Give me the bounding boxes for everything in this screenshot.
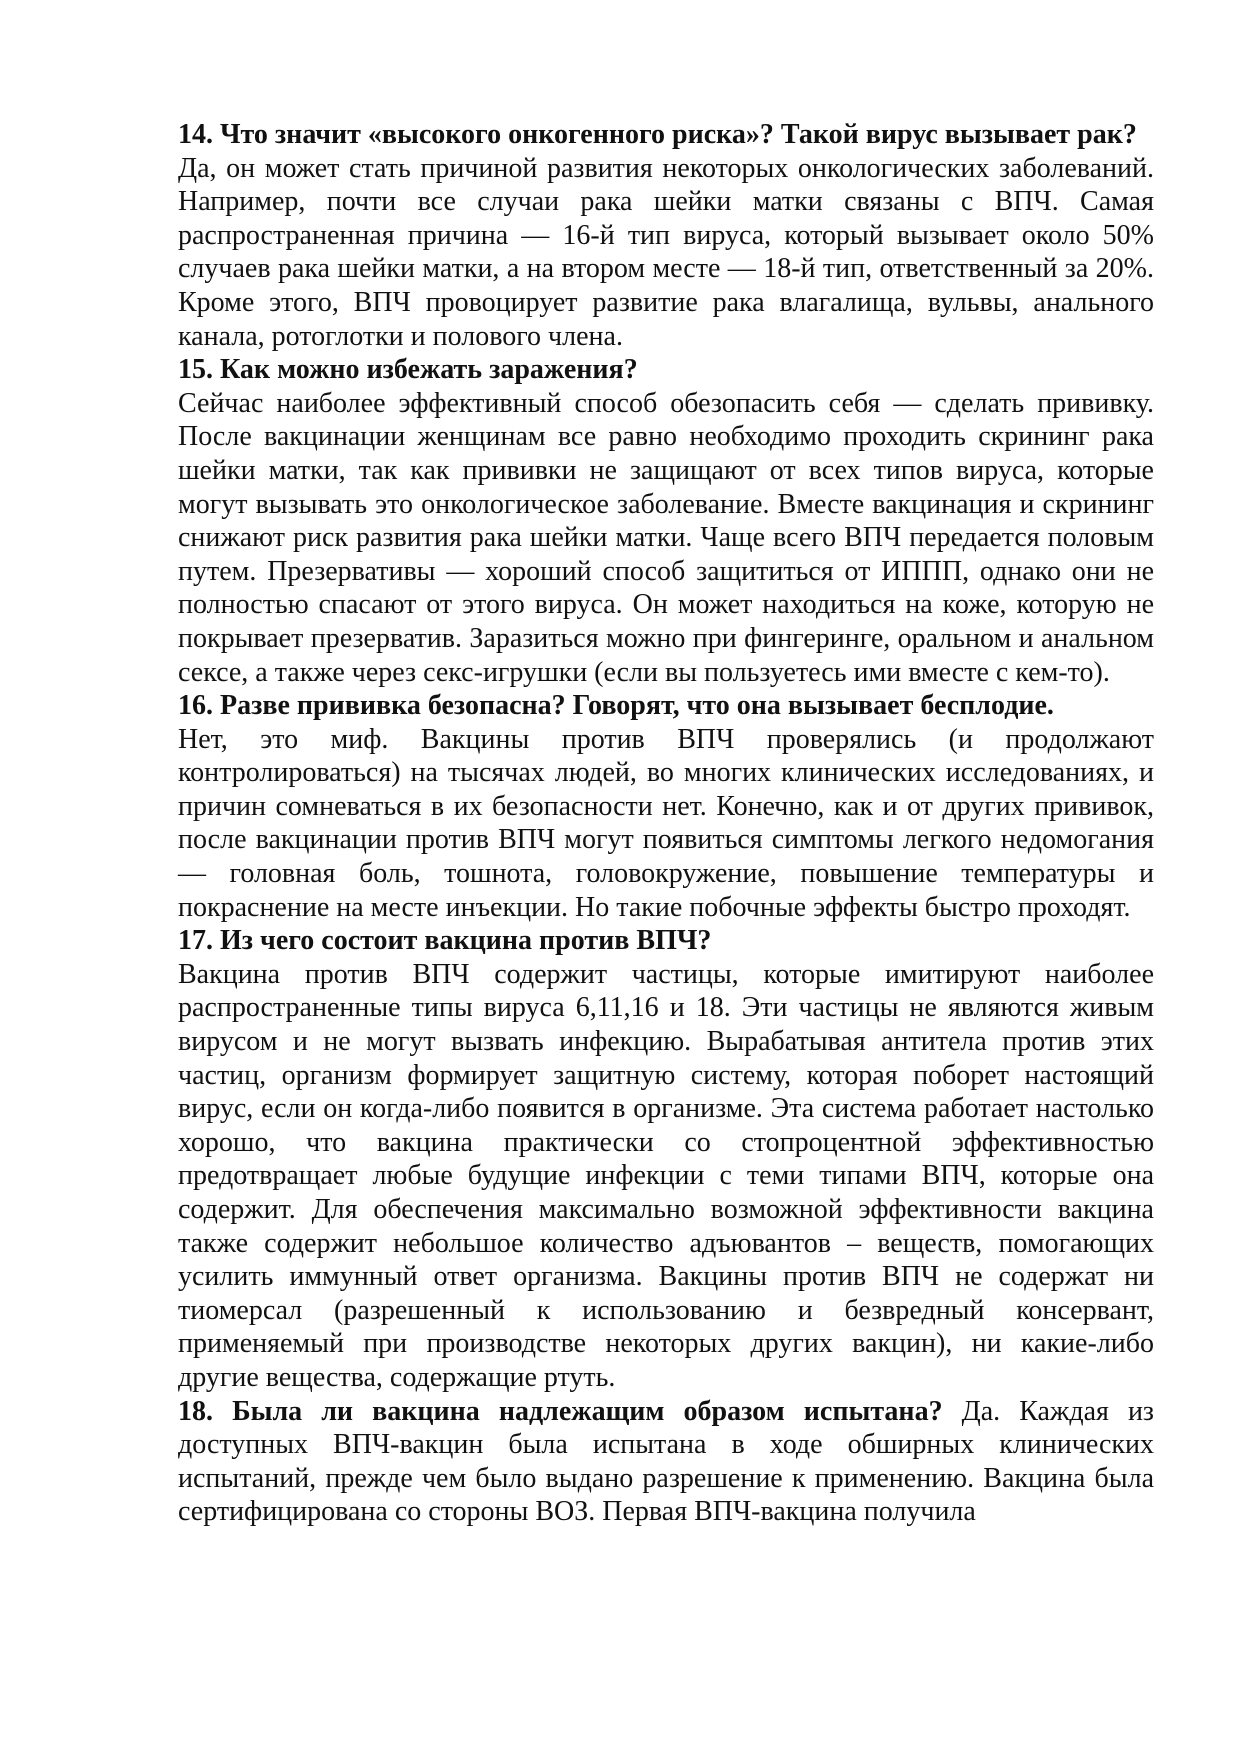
- question-16-heading: 16. Разве прививка безопасна? Говорят, что она вызывает бесплодие.: [178, 690, 1054, 722]
- answer-18-text: Да. Каждая из доступных ВПЧ-вакцин была испытана в ходе обширных клинических испытаний, прежде чем было выдано разрешение к применению. Вакцина была сертифицирована со стороны ВОЗ. Первая ВПЧ-вакцина получила: [178, 1395, 1154, 1528]
- answer-17-text: Вакцина против ВПЧ содержит частицы, которые имитируют наиболее распространенные типы вируса 6,11,16 и 18. Эти частицы не являются живым вирусом и не могут вызвать инфекцию. Вырабатывая антитела против этих частиц, организм формирует защитную систему, которая поборет настоящий вирус, если он когда-либо появится в организме. Эта система работает настолько хорошо, что вакцина практически со стопроцентной эффективностью предотвращает любые будущие инфекции с теми типами ВПЧ, которые она содержит. Для обеспечения максимально возможной эффективности вакцина также содержит небольшое количество адъювантов – веществ, помогающих усилить иммунный ответ организма. Вакцины против ВПЧ не содержат ни тиомерсал (разрешенный к использованию и безвредный консервант, применяемый при производстве некоторых других вакцин), ни какие-либо другие вещества, содержащие ртуть.: [178, 958, 1154, 1393]
- document-page: [178, 118, 1154, 1529]
- question-18-paragraph: [178, 1395, 1154, 1529]
- question-15-heading: 15. Как можно избежать заражения?: [178, 354, 638, 386]
- answer-16-text: Нет, это миф. Вакцины против ВПЧ проверялись (и продолжают контролироваться) на тысячах людей, во многих клинических исследованиях, и причин сомневаться в их безопасности нет. Конечно, как и от других прививок, после вакцинации против ВПЧ могут появиться симптомы легкого недомогания — головная боль, тошнота, головокружение, повышение температуры и покраснение на месте инъекции. Но такие побочные эффекты быстро проходят.: [178, 723, 1154, 923]
- question-14-heading: 14. Что значит «высокого онкогенного риска»? Такой вирус вызывает рак?: [178, 119, 1137, 150]
- answer-15-text: Сейчас наиболее эффективный способ обезопасить себя — сделать прививку. После вакцинации женщинам все равно необходимо проходить скрининг рака шейки матки, так как прививки не защищают от всех типов вируса, которые могут вызывать это онкологическое заболевание. Вместе вакцинация и скрининг снижают риск развития рака шейки матки. Чаще всего ВПЧ передается половым путем. Презервативы — хороший способ защититься от ИППП, однако они не полностью спасают от этого вируса. Он может находиться на коже, которую не покрывает презерватив. Заразиться можно при фингеринге, оральном и анальном сексе, а также через секс-игрушки (если вы пользуетесь ими вместе с кем-то).: [178, 387, 1154, 688]
- answer-14-text: Да, он может стать причиной развития некоторых онкологических заболеваний. Например, почти все случаи рака шейки матки связаны с ВПЧ. Самая распространенная причина — 16-й тип вируса, который вызывает около 50% случаев рака шейки матки, а на втором месте — 18-й тип, ответственный за 20%. Кроме этого, ВПЧ провоцирует развитие рака влагалища, вульвы, анального канала, ротоглотки и полового члена.: [178, 152, 1154, 352]
- question-18-heading: 18. Была ли вакцина надлежащим образом испытана?: [178, 1395, 943, 1427]
- question-17-heading: 17. Из чего состоит вакцина против ВПЧ?: [178, 925, 712, 957]
